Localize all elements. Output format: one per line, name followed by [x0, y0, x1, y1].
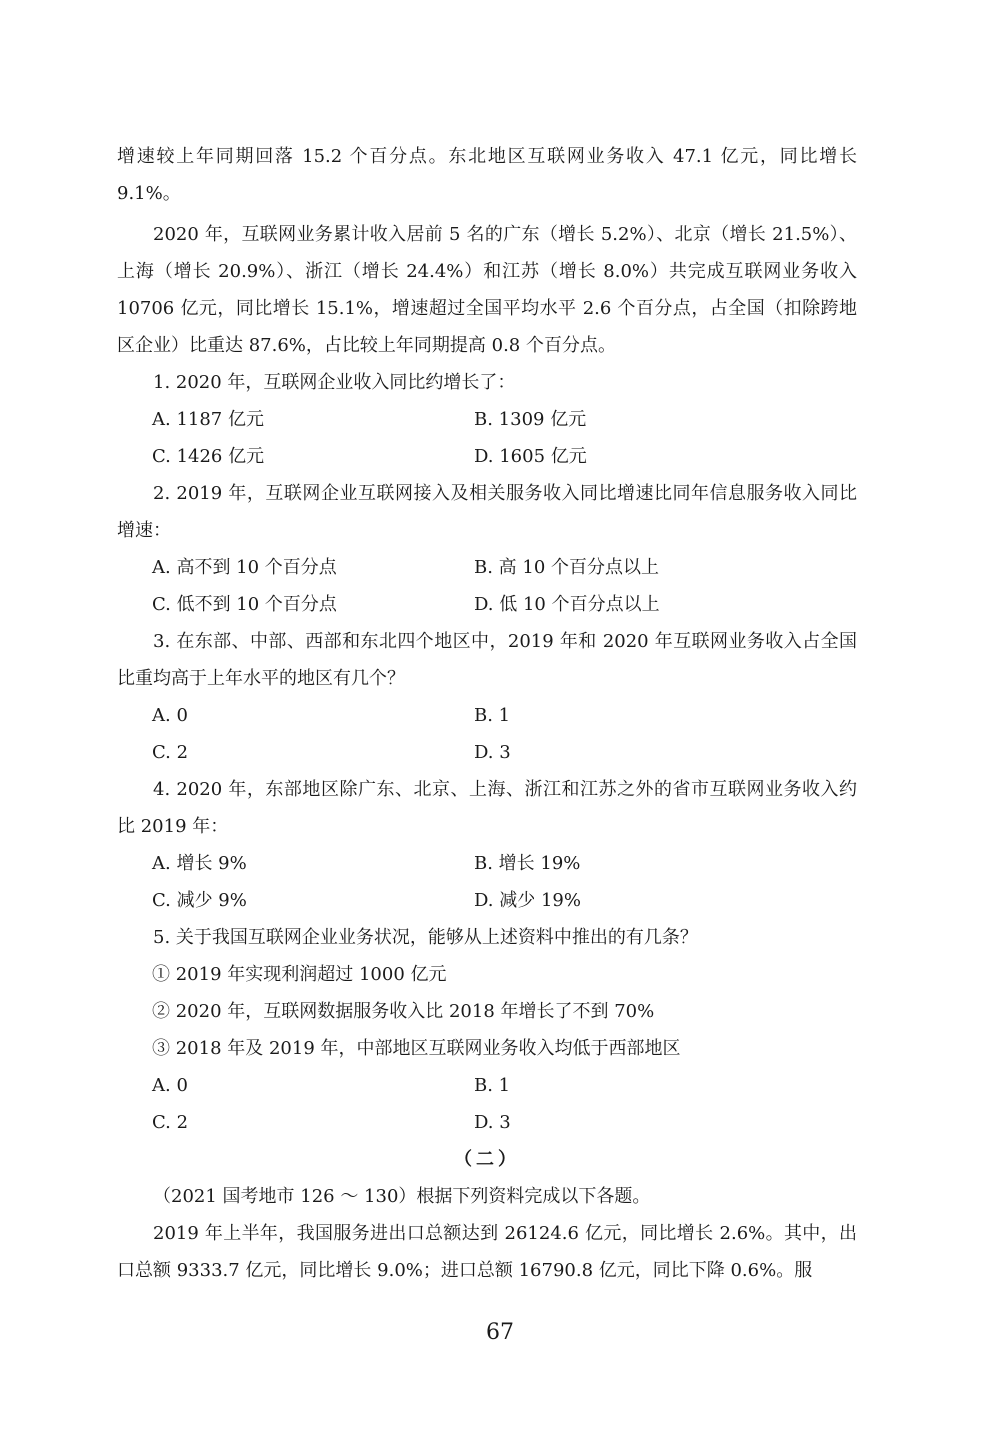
- statement-2: ② 2020 年，互联网数据服务收入比 2018 年增长了不到 70%: [152, 1001, 655, 1022]
- option-b[interactable]: B. 1: [474, 705, 511, 726]
- page-number: 67: [486, 1320, 514, 1345]
- option-c[interactable]: C. 2: [152, 1112, 189, 1133]
- option-a[interactable]: A. 高不到 10 个百分点: [152, 557, 337, 578]
- option-d[interactable]: D. 减少 19%: [474, 890, 581, 911]
- section-intro-paragraph: 2019 年上半年，我国服务进出口总额达到 26124.6 亿元，同比增长 2.6%。其中，出口总额 9333.7 亿元，同比增长 9.0%；进口总额 16790.8 亿元，同比下降 0.6%。服: [117, 1223, 857, 1281]
- option-a[interactable]: A. 0: [152, 705, 188, 726]
- question-stem: 3. 在东部、中部、西部和东北四个地区中，2019 年和 2020 年互联网业务收入占全国比重均高于上年水平的地区有几个？: [117, 631, 857, 689]
- option-c[interactable]: C. 减少 9%: [152, 890, 247, 911]
- paragraph-top5-provinces: 2020 年，互联网业务累计收入居前 5 名的广东（增长 5.2%）、北京（增长 21.5%）、上海（增长 20.9%）、浙江（增长 24.4%）和江苏（增长 8.0%）共完成互联网业务收入 10706 亿元，同比增长 15.1%，增速超过全国平均水平 2.6 个百分点，占全国（扣除跨地区企业）比重达 87.6%，占比较上年同期提高 0.8 个百分点。: [117, 224, 857, 356]
- option-b[interactable]: B. 增长 19%: [474, 853, 581, 874]
- question-options: [117, 401, 857, 475]
- option-d[interactable]: D. 3: [474, 1112, 511, 1133]
- question-stem: 2. 2019 年，互联网企业互联网接入及相关服务收入同比增速比同年信息服务收入同比增速：: [117, 483, 857, 541]
- question-options: [117, 549, 857, 623]
- option-c[interactable]: C. 低不到 10 个百分点: [152, 594, 337, 615]
- question-stem: 1. 2020 年，互联网企业收入同比约增长了：: [153, 372, 516, 393]
- option-b[interactable]: B. 1: [474, 1075, 511, 1096]
- option-d[interactable]: D. 1605 亿元: [474, 446, 587, 467]
- statement-3: ③ 2018 年及 2019 年，中部地区互联网业务收入均低于西部地区: [152, 1038, 681, 1059]
- option-b[interactable]: B. 1309 亿元: [474, 409, 587, 430]
- option-a[interactable]: A. 0: [152, 1075, 188, 1096]
- option-a[interactable]: A. 1187 亿元: [152, 409, 264, 430]
- option-c[interactable]: C. 1426 亿元: [152, 446, 265, 467]
- section-title: （二）: [454, 1149, 520, 1170]
- option-a[interactable]: A. 增长 9%: [152, 853, 247, 874]
- question-4: [117, 771, 857, 919]
- page-content: [117, 138, 857, 1289]
- question-options: [117, 697, 857, 771]
- question-1: [117, 364, 857, 475]
- question-options: [117, 1067, 857, 1141]
- paragraph-continuation: 增速较上年同期回落 15.2 个百分点。东北地区互联网业务收入 47.1 亿元，同比增长 9.1%。: [117, 146, 857, 204]
- question-5: [117, 919, 857, 1141]
- question-stem: 5. 关于我国互联网企业业务状况，能够从上述资料中推出的有几条？: [153, 927, 698, 948]
- statement-1: ① 2019 年实现利润超过 1000 亿元: [152, 964, 447, 985]
- option-c[interactable]: C. 2: [152, 742, 189, 763]
- question-options: [117, 845, 857, 919]
- question-2: [117, 475, 857, 623]
- question-3: [117, 623, 857, 771]
- option-b[interactable]: B. 高 10 个百分点以上: [474, 557, 660, 578]
- option-d[interactable]: D. 低 10 个百分点以上: [474, 594, 660, 615]
- question-stem: 4. 2020 年，东部地区除广东、北京、上海、浙江和江苏之外的省市互联网业务收入约比 2019 年：: [117, 779, 857, 837]
- section-source: （2021 国考地市 126 ～ 130）根据下列资料完成以下各题。: [153, 1186, 651, 1207]
- option-d[interactable]: D. 3: [474, 742, 511, 763]
